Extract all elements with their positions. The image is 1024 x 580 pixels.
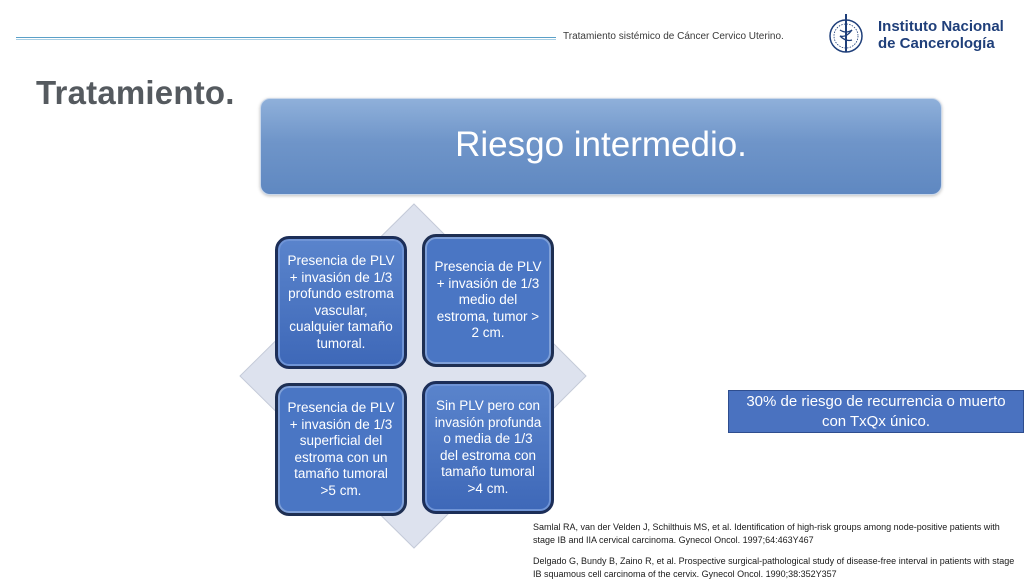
institution-line2: de Cancerología: [878, 35, 995, 52]
criteria-box-3-text: Presencia de PLV + invasión de 1/3 superficial del estroma con un tamaño tumoral >5 cm.: [287, 400, 395, 498]
criteria-box-4: [422, 381, 554, 514]
risk-note: 30% de riesgo de recurrencia o muerto con TxQx único.: [728, 390, 1024, 433]
institution-line1: Instituto Nacional: [878, 18, 1004, 35]
risk-banner: [260, 98, 942, 195]
criteria-box-1-text: Presencia de PLV + invasión de 1/3 profundo estroma vascular, cualquier tamaño tumoral.: [287, 253, 395, 351]
banner-label: Riesgo intermedio.: [455, 125, 747, 164]
criteria-box-2: [422, 234, 554, 367]
criteria-box-4-text: Sin PLV pero con invasión profunda o media de 1/3 del estroma con tamaño tumoral >4 cm.: [434, 398, 542, 496]
header-subtitle: Tratamiento sistémico de Cáncer Cervico Uterino.: [563, 31, 784, 42]
institution-name: [878, 18, 1004, 52]
reference-2: Delgado G, Bundy B, Zaino R, et al. Prospective surgical-pathological study of disease-free interval in patients with stage IB squamous cell carcinoma of the cervix. Gynecol Oncol. 1990;38:352Y357: [533, 556, 1015, 579]
criteria-box-1: [275, 236, 407, 369]
header-rule: [16, 37, 556, 38]
criteria-box-2-text: Presencia de PLV + invasión de 1/3 medio del estroma, tumor > 2 cm.: [434, 259, 542, 341]
page-title: Tratamiento.: [36, 74, 235, 111]
reference-1: Samlal RA, van der Velden J, Schilthuis MS, et al. Identification of high-risk groups among node-positive patients with stage IB and IIA cervical carcinoma. Gynecol Oncol. 1997;64:463Y467: [533, 522, 1000, 545]
institution-logo-icon: [826, 12, 866, 56]
criteria-box-3: [275, 383, 407, 516]
header-rule-light: [16, 39, 556, 40]
